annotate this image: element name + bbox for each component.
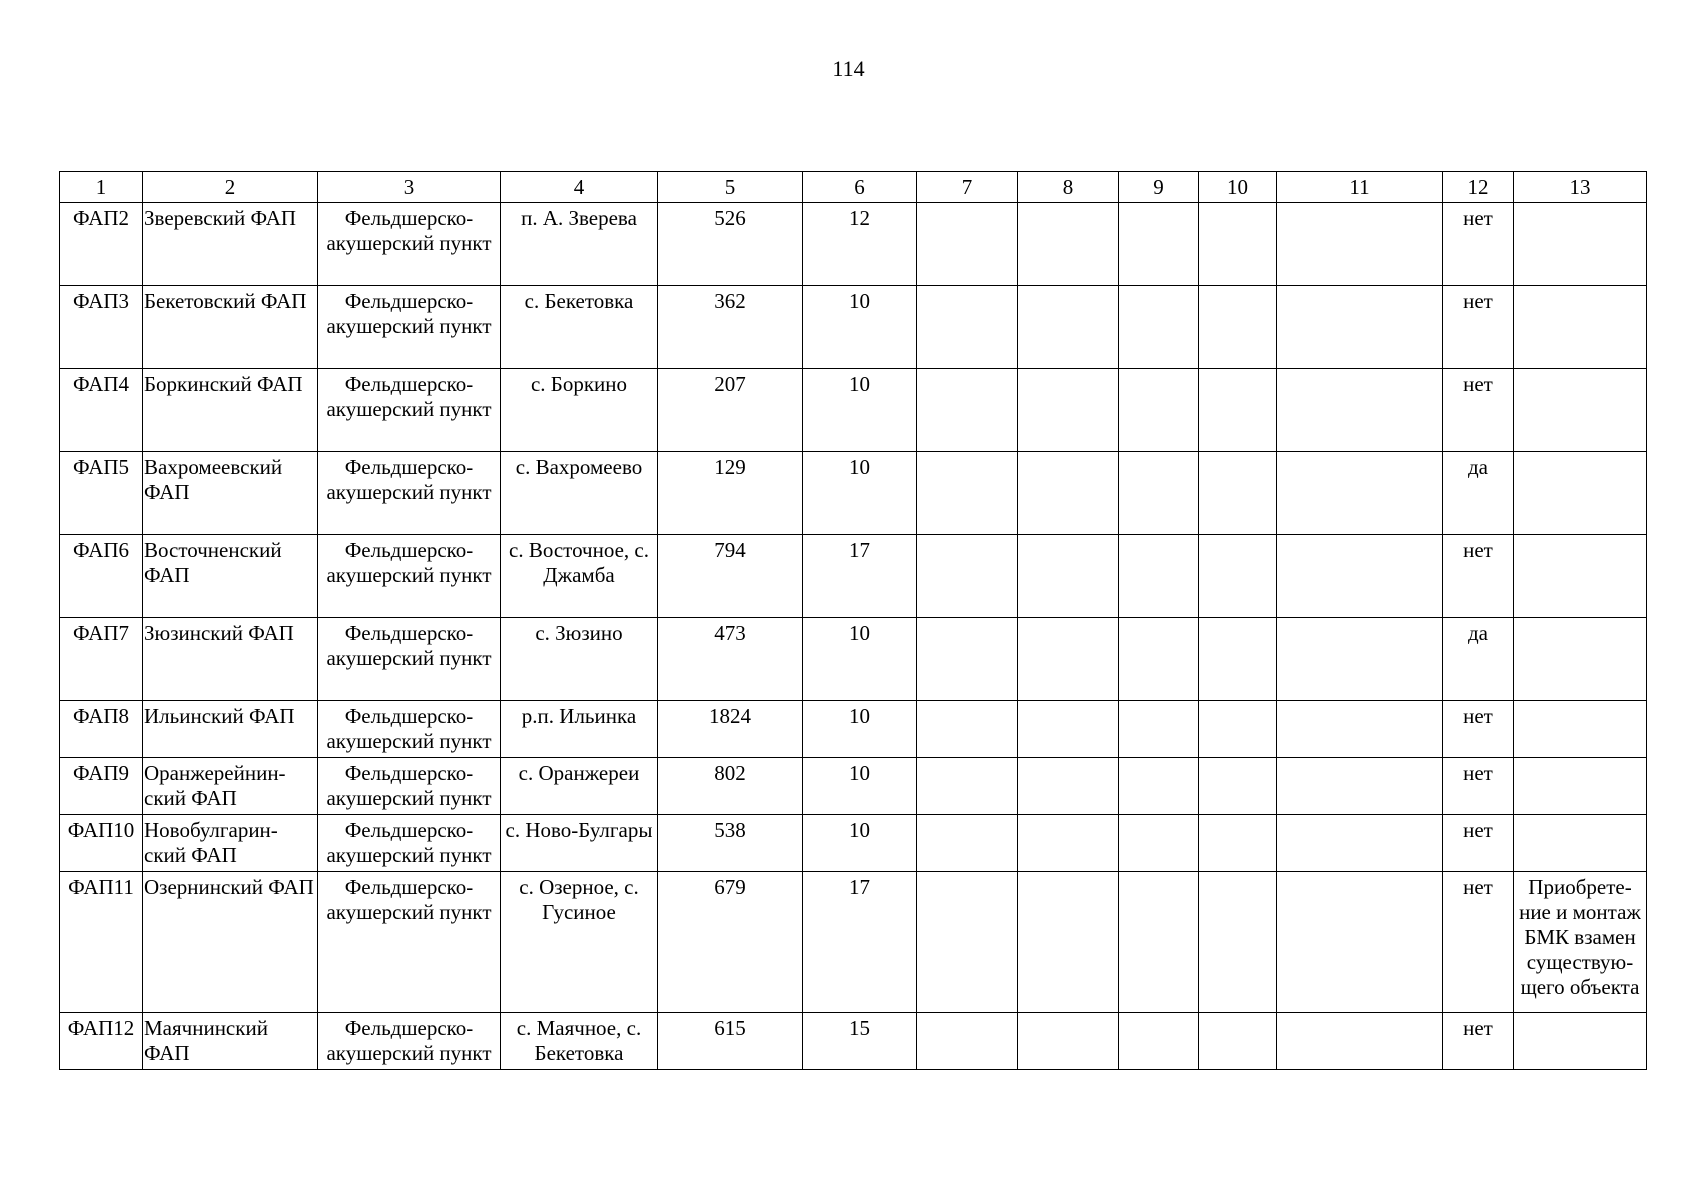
facility-type (318, 872, 501, 1013)
facility-location-text: с. Бекетовка (524, 289, 634, 313)
empty-cell (1199, 872, 1277, 1013)
facility-name-text: Бекетовский ФАП (144, 289, 307, 313)
col12-value (1443, 286, 1514, 369)
col5-value (658, 618, 803, 701)
column-header: 9 (1119, 172, 1199, 203)
facility-code-text: ФАП4 (72, 372, 130, 396)
facility-code (60, 815, 143, 872)
table-row (60, 618, 1647, 701)
empty-cell (1277, 369, 1443, 452)
col13-note-text (1514, 203, 1646, 206)
facility-type-text: Фельдшерско-акушерский пункт (326, 818, 492, 867)
col13-note (1514, 1013, 1647, 1070)
empty-cell (1018, 535, 1119, 618)
col13-note (1514, 203, 1647, 286)
facility-code-text: ФАП12 (67, 1016, 135, 1040)
column-header: 2 (143, 172, 318, 203)
empty-cell (917, 452, 1018, 535)
facility-location-text: с. Боркино (530, 372, 628, 396)
column-header: 10 (1199, 172, 1277, 203)
col6-value-text: 10 (849, 289, 870, 313)
empty-cell (917, 535, 1018, 618)
facility-name-text: Зверевский ФАП (144, 206, 297, 230)
empty-cell (1199, 758, 1277, 815)
col5-value-text: 207 (714, 372, 746, 396)
facility-location-text: р.п. Ильинка (521, 704, 637, 728)
col5-value-text: 473 (714, 621, 746, 645)
empty-cell (1119, 452, 1199, 535)
col13-note-text (1514, 286, 1646, 289)
col13-note (1514, 701, 1647, 758)
col12-value (1443, 618, 1514, 701)
facility-code (60, 618, 143, 701)
column-header: 11 (1277, 172, 1443, 203)
facility-location-text: с. Восточное, с. Джамба (509, 538, 649, 587)
col6-value-text: 10 (849, 704, 870, 728)
facility-location (501, 452, 658, 535)
col13-note-text (1514, 758, 1646, 761)
col12-value (1443, 872, 1514, 1013)
facility-name (143, 872, 318, 1013)
col6-value-text: 12 (849, 206, 870, 230)
facility-type (318, 618, 501, 701)
table-row (60, 452, 1647, 535)
col13-note-text (1514, 369, 1646, 372)
facility-name-text: Восточненский ФАП (144, 538, 282, 587)
column-header: 5 (658, 172, 803, 203)
col5-value (658, 535, 803, 618)
empty-cell (917, 618, 1018, 701)
col6-value (803, 203, 917, 286)
col12-value (1443, 535, 1514, 618)
table-row (60, 369, 1647, 452)
facility-type-text: Фельдшерско-акушерский пункт (326, 875, 492, 924)
col12-value-text: нет (1463, 704, 1493, 728)
col5-value (658, 203, 803, 286)
col6-value (803, 872, 917, 1013)
col6-value (803, 758, 917, 815)
facility-code-text: ФАП11 (68, 875, 134, 899)
col5-value (658, 872, 803, 1013)
facility-name-text: Оранжерейнин-ский ФАП (144, 761, 286, 810)
empty-cell (1119, 815, 1199, 872)
col13-note (1514, 872, 1647, 1013)
empty-cell (1018, 872, 1119, 1013)
facility-code (60, 452, 143, 535)
empty-cell (1277, 618, 1443, 701)
col13-note (1514, 535, 1647, 618)
table-row (60, 815, 1647, 872)
facility-name (143, 1013, 318, 1070)
facility-type-text: Фельдшерско-акушерский пункт (326, 1016, 492, 1065)
empty-cell (917, 203, 1018, 286)
col13-note-text (1514, 452, 1646, 455)
column-header: 3 (318, 172, 501, 203)
col12-value-text: да (1467, 455, 1488, 479)
facility-name (143, 618, 318, 701)
empty-cell (1199, 701, 1277, 758)
facility-type-text: Фельдшерско-акушерский пункт (326, 704, 492, 753)
col6-value-text: 10 (849, 621, 870, 645)
facility-code (60, 1013, 143, 1070)
empty-cell (1119, 369, 1199, 452)
col13-note-text: Приобрете-ние и монтаж БМК взамен существую-щего объекта (1519, 875, 1641, 999)
empty-cell (1119, 701, 1199, 758)
facility-type-text: Фельдшерско-акушерский пункт (326, 206, 492, 255)
col13-note (1514, 369, 1647, 452)
empty-cell (917, 701, 1018, 758)
facility-code-text: ФАП6 (72, 538, 130, 562)
col12-value (1443, 203, 1514, 286)
empty-cell (1199, 369, 1277, 452)
empty-cell (1018, 203, 1119, 286)
empty-cell (1018, 701, 1119, 758)
empty-cell (1199, 1013, 1277, 1070)
col5-value (658, 286, 803, 369)
facility-type-text: Фельдшерско-акушерский пункт (326, 538, 492, 587)
facility-name (143, 815, 318, 872)
col5-value-text: 1824 (709, 704, 751, 728)
column-header: 12 (1443, 172, 1514, 203)
col5-value (658, 815, 803, 872)
col12-value (1443, 369, 1514, 452)
col5-value (658, 1013, 803, 1070)
facility-code (60, 369, 143, 452)
facility-name-text: Зюзинский ФАП (144, 621, 294, 645)
facility-code (60, 701, 143, 758)
col5-value-text: 794 (714, 538, 746, 562)
empty-cell (917, 815, 1018, 872)
col5-value-text: 538 (714, 818, 746, 842)
col12-value-text: нет (1463, 761, 1493, 785)
empty-cell (1018, 815, 1119, 872)
col5-value (658, 452, 803, 535)
col13-note (1514, 452, 1647, 535)
col6-value (803, 1013, 917, 1070)
empty-cell (1119, 872, 1199, 1013)
col6-value-text: 10 (849, 372, 870, 396)
empty-cell (1018, 1013, 1119, 1070)
col12-value-text: нет (1463, 875, 1493, 899)
col6-value (803, 618, 917, 701)
facility-type (318, 758, 501, 815)
empty-cell (917, 872, 1018, 1013)
col12-value-text: нет (1463, 818, 1493, 842)
empty-cell (1277, 452, 1443, 535)
empty-cell (1277, 203, 1443, 286)
empty-cell (1119, 203, 1199, 286)
empty-cell (917, 369, 1018, 452)
table-row (60, 701, 1647, 758)
facility-name-text: Маячнинский ФАП (144, 1016, 268, 1065)
col6-value (803, 369, 917, 452)
page-number: 114 (832, 56, 865, 81)
facility-type (318, 286, 501, 369)
facility-type (318, 203, 501, 286)
table-row (60, 758, 1647, 815)
table-row (60, 535, 1647, 618)
col12-value (1443, 452, 1514, 535)
col6-value (803, 452, 917, 535)
col13-note (1514, 286, 1647, 369)
facility-code-text: ФАП2 (72, 206, 130, 230)
col12-value (1443, 758, 1514, 815)
facility-location-text: с. Зюзино (535, 621, 623, 645)
col6-value (803, 535, 917, 618)
col12-value-text: нет (1463, 1016, 1493, 1040)
facility-name (143, 369, 318, 452)
col13-note-text (1514, 701, 1646, 704)
facility-type-text: Фельдшерско-акушерский пункт (326, 621, 492, 670)
col13-note-text (1514, 1013, 1646, 1016)
facility-code-text: ФАП10 (67, 818, 135, 842)
facility-name-text: Вахромеевский ФАП (144, 455, 283, 504)
facility-location-text: с. Вахромеево (515, 455, 643, 479)
col13-note-text (1514, 618, 1646, 621)
empty-cell (1018, 758, 1119, 815)
empty-cell (1119, 1013, 1199, 1070)
col13-note-text (1514, 535, 1646, 538)
empty-cell (1277, 535, 1443, 618)
facility-code-text: ФАП5 (72, 455, 130, 479)
col12-value-text: нет (1463, 289, 1493, 313)
facility-location (501, 872, 658, 1013)
column-header: 6 (803, 172, 917, 203)
empty-cell (1199, 535, 1277, 618)
facility-code-text: ФАП7 (72, 621, 130, 645)
facility-code (60, 758, 143, 815)
col12-value-text: нет (1463, 538, 1493, 562)
facility-code-text: ФАП9 (72, 761, 130, 785)
facility-code (60, 535, 143, 618)
col5-value-text: 362 (714, 289, 746, 313)
facility-type (318, 369, 501, 452)
empty-cell (1277, 286, 1443, 369)
facility-location (501, 535, 658, 618)
facility-location-text: с. Ново-Булгары (505, 818, 653, 842)
empty-cell (1119, 758, 1199, 815)
empty-cell (1277, 815, 1443, 872)
empty-cell (1018, 618, 1119, 701)
facility-location (501, 286, 658, 369)
col5-value (658, 758, 803, 815)
table-row (60, 203, 1647, 286)
facility-type (318, 452, 501, 535)
col6-value (803, 815, 917, 872)
empty-cell (1018, 286, 1119, 369)
table-row (60, 286, 1647, 369)
col5-value-text: 615 (714, 1016, 746, 1040)
col5-value (658, 369, 803, 452)
facility-name (143, 452, 318, 535)
col12-value-text: да (1467, 621, 1488, 645)
facility-location (501, 1013, 658, 1070)
empty-cell (1018, 452, 1119, 535)
column-header: 8 (1018, 172, 1119, 203)
col12-value (1443, 1013, 1514, 1070)
facility-code-text: ФАП8 (72, 704, 130, 728)
column-header: 1 (60, 172, 143, 203)
col5-value-text: 679 (714, 875, 746, 899)
facility-location-text: с. Оранжереи (518, 761, 640, 785)
facility-code-text: ФАП3 (72, 289, 130, 313)
col6-value-text: 17 (849, 875, 870, 899)
col6-value-text: 10 (849, 761, 870, 785)
empty-cell (1018, 369, 1119, 452)
facility-name-text: Ильинский ФАП (144, 704, 295, 728)
facilities-table (59, 171, 1647, 1070)
col6-value-text: 17 (849, 538, 870, 562)
facility-type-text: Фельдшерско-акушерский пункт (326, 761, 492, 810)
facility-location (501, 701, 658, 758)
empty-cell (1119, 535, 1199, 618)
facility-location-text: с. Озерное, с. Гусиное (519, 875, 639, 924)
col5-value-text: 802 (714, 761, 746, 785)
empty-cell (1199, 815, 1277, 872)
facility-location-text: п. А. Зверева (521, 206, 637, 230)
facility-type (318, 1013, 501, 1070)
facility-name-text: Озернинский ФАП (144, 875, 314, 899)
facility-name-text: Боркинский ФАП (144, 372, 303, 396)
col6-value-text: 15 (849, 1016, 870, 1040)
column-header: 4 (501, 172, 658, 203)
empty-cell (1277, 872, 1443, 1013)
col12-value (1443, 701, 1514, 758)
col13-note (1514, 758, 1647, 815)
facility-code (60, 203, 143, 286)
col5-value-text: 129 (714, 455, 746, 479)
empty-cell (1199, 203, 1277, 286)
col6-value (803, 701, 917, 758)
facility-type-text: Фельдшерско-акушерский пункт (326, 372, 492, 421)
facility-name (143, 701, 318, 758)
col13-note (1514, 618, 1647, 701)
facility-name (143, 758, 318, 815)
facility-type (318, 535, 501, 618)
facility-name (143, 535, 318, 618)
empty-cell (917, 286, 1018, 369)
empty-cell (1119, 618, 1199, 701)
col13-note-text (1514, 815, 1646, 818)
facility-name-text: Новобулгарин-ский ФАП (144, 818, 278, 867)
col5-value-text: 526 (714, 206, 746, 230)
table-header-row (60, 172, 1647, 203)
facility-name (143, 203, 318, 286)
facility-type-text: Фельдшерско-акушерский пункт (326, 289, 492, 338)
col12-value (1443, 815, 1514, 872)
col6-value-text: 10 (849, 455, 870, 479)
empty-cell (917, 758, 1018, 815)
facility-location-text: с. Маячное, с. Бекетовка (516, 1016, 642, 1065)
column-header: 13 (1514, 172, 1647, 203)
col12-value-text: нет (1463, 206, 1493, 230)
facility-location (501, 815, 658, 872)
facility-location (501, 369, 658, 452)
facility-location (501, 758, 658, 815)
col6-value-text: 10 (849, 818, 870, 842)
empty-cell (1199, 452, 1277, 535)
col13-note (1514, 815, 1647, 872)
col5-value (658, 701, 803, 758)
col6-value (803, 286, 917, 369)
empty-cell (1199, 286, 1277, 369)
facility-type (318, 701, 501, 758)
facility-code (60, 872, 143, 1013)
facility-location (501, 618, 658, 701)
facility-type (318, 815, 501, 872)
facility-location (501, 203, 658, 286)
empty-cell (1277, 1013, 1443, 1070)
empty-cell (1119, 286, 1199, 369)
facility-code (60, 286, 143, 369)
facility-type-text: Фельдшерско-акушерский пункт (326, 455, 492, 504)
facility-name (143, 286, 318, 369)
table-row (60, 1013, 1647, 1070)
column-header: 7 (917, 172, 1018, 203)
empty-cell (1277, 758, 1443, 815)
empty-cell (1199, 618, 1277, 701)
empty-cell (1277, 701, 1443, 758)
col12-value-text: нет (1463, 372, 1493, 396)
table-row (60, 872, 1647, 1013)
empty-cell (917, 1013, 1018, 1070)
